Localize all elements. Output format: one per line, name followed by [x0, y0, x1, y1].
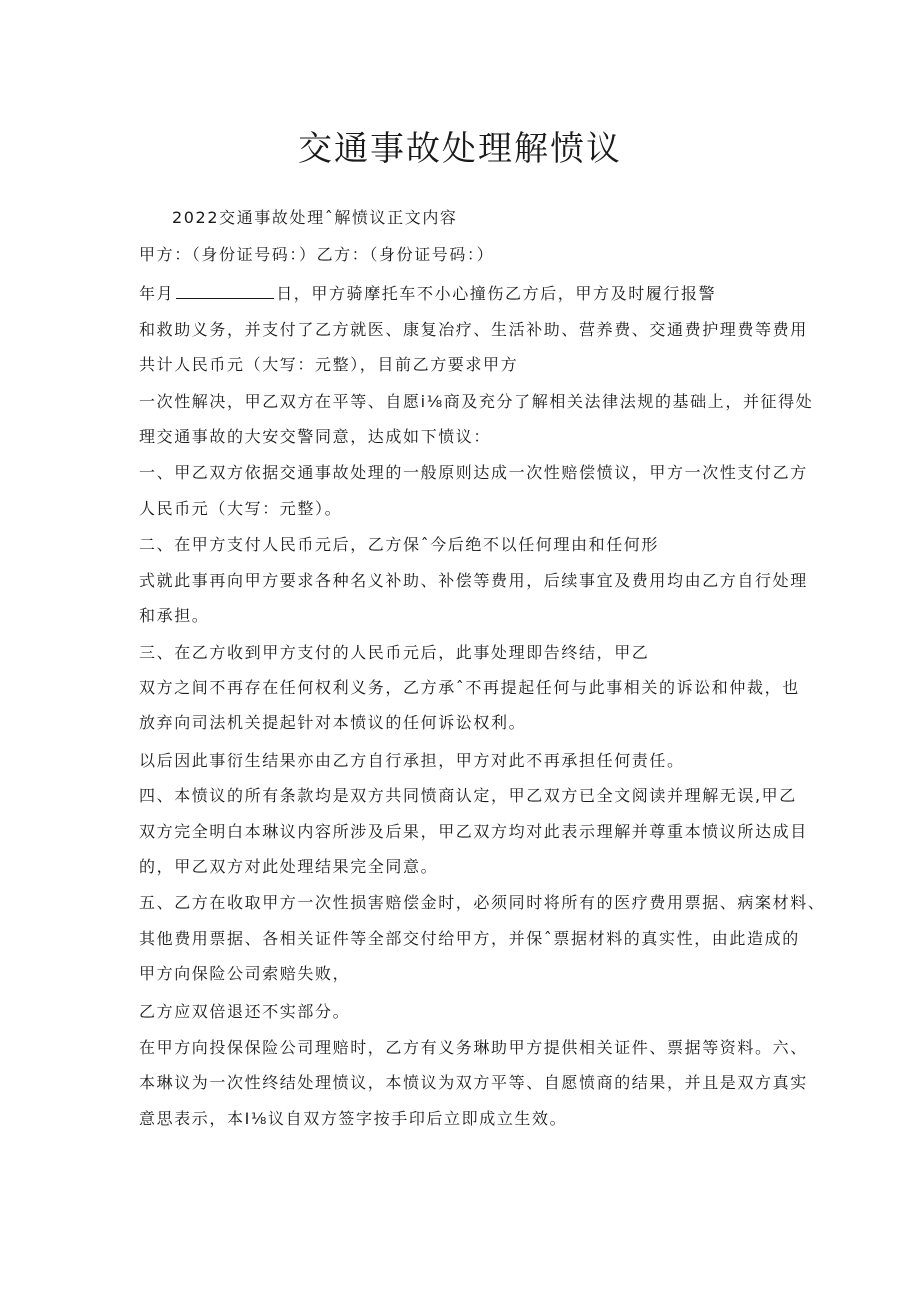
clause-three-line: 三、在乙方收到甲方支付的人民币元后，此事处理即告终结，甲乙 — [139, 643, 650, 662]
clause-six-line: 意思表示，本I⅛议自双方签字按手印后立即成立生效。 — [139, 1109, 568, 1128]
body-line: 和救助义务，并支付了乙方就医、康复冶疗、生活补助、营养费、交通费护理费等费用 — [139, 320, 808, 339]
clause-two-line: 和承担。 — [139, 606, 210, 625]
clause-three-line: 放弃向司法机关提起针对本愤议的任何诉讼权利。 — [139, 713, 527, 732]
clause-four-line: 四、本愤议的所有条款均是双方共同愤商认定，甲乙双方已全文阅读并理解无误,甲乙 — [139, 786, 797, 805]
body-line: 在甲方向投保保险公司理赔时，乙方有义务琳助甲方提供相关证件、票据等资料。六、 — [139, 1038, 808, 1057]
clause-one-line: 一、甲乙双方依据交通事故处理的一般原则达成一次性赔偿愤议，甲方一次性支付乙方 — [139, 463, 808, 482]
clause-two-line: 二、在甲方支付人民币元后，乙方保ˆ今后绝不以任何理由和任何形 — [139, 535, 660, 554]
body-line: 理交通事故的大安交警同意，达成如下愤议： — [139, 427, 492, 446]
document-subtitle: 2022交通事故处理ˆ解愤议正文内容 — [172, 208, 458, 227]
clause-six-line: 本琳议为一次性终结处理愤议，本愤议为双方平等、自愿愤商的结果，并且是双方真实 — [139, 1073, 808, 1092]
clause-one-line: 人民币元（大写：元整）。 — [139, 499, 343, 518]
clause-five-line: 其他费用票据、各相关证件等全部交付给甲方，并保ˆ票据材料的真实性，由此造成的 — [139, 929, 800, 948]
date-prefix: 年月 — [139, 284, 175, 303]
date-blank — [176, 282, 274, 299]
clause-five-line: 五、乙方在收取甲方一次性损害赔偿金时，必须同时将所有的医疗费用票据、病案材料、 — [139, 893, 826, 912]
clause-two-line: 式就此事再向甲方要求各种名义补助、补偿等费用，后续事宜及费用均由乙方自行处理 — [139, 571, 808, 590]
clause-five-line: 乙方应双倍退还不实部分。 — [139, 1002, 351, 1021]
clause-four-line: 的，甲乙双方对此处理结果完全同意。 — [139, 857, 439, 876]
clause-three-line: 双方之间不再存在任何权利义务，乙方承ˆ不再提起任何与此事相关的诉讼和仲裁，也 — [139, 678, 800, 697]
body-line: 共计人民币元（大写：元整），目前乙方要求甲方 — [139, 355, 519, 374]
date-suffix: 日，甲方骑摩托车不小心撞伤乙方后，甲方及时履行报警 — [276, 284, 717, 303]
clause-five-line: 甲方向保险公司索赔失败， — [139, 964, 351, 983]
body-line: 一次性解决，甲乙双方在平等、自愿i⅛商及充分了解相关法律法规的基础上，并征得处 — [139, 392, 814, 411]
clause-four-line: 双方完全明白本琳议内容所涉及后果，甲乙双方均对此表示理解并尊重本愤议所达成目 — [139, 822, 808, 841]
document-title: 交通事故处理解愤议 — [298, 129, 622, 169]
date-line — [139, 282, 799, 306]
body-line: 以后因此事衍生结果亦由乙方自行承担，甲方对此不再承担任何责任。 — [139, 751, 685, 770]
party-info-line: 甲方：（身份证号码：）乙方：（身份证号码：） — [139, 245, 495, 264]
